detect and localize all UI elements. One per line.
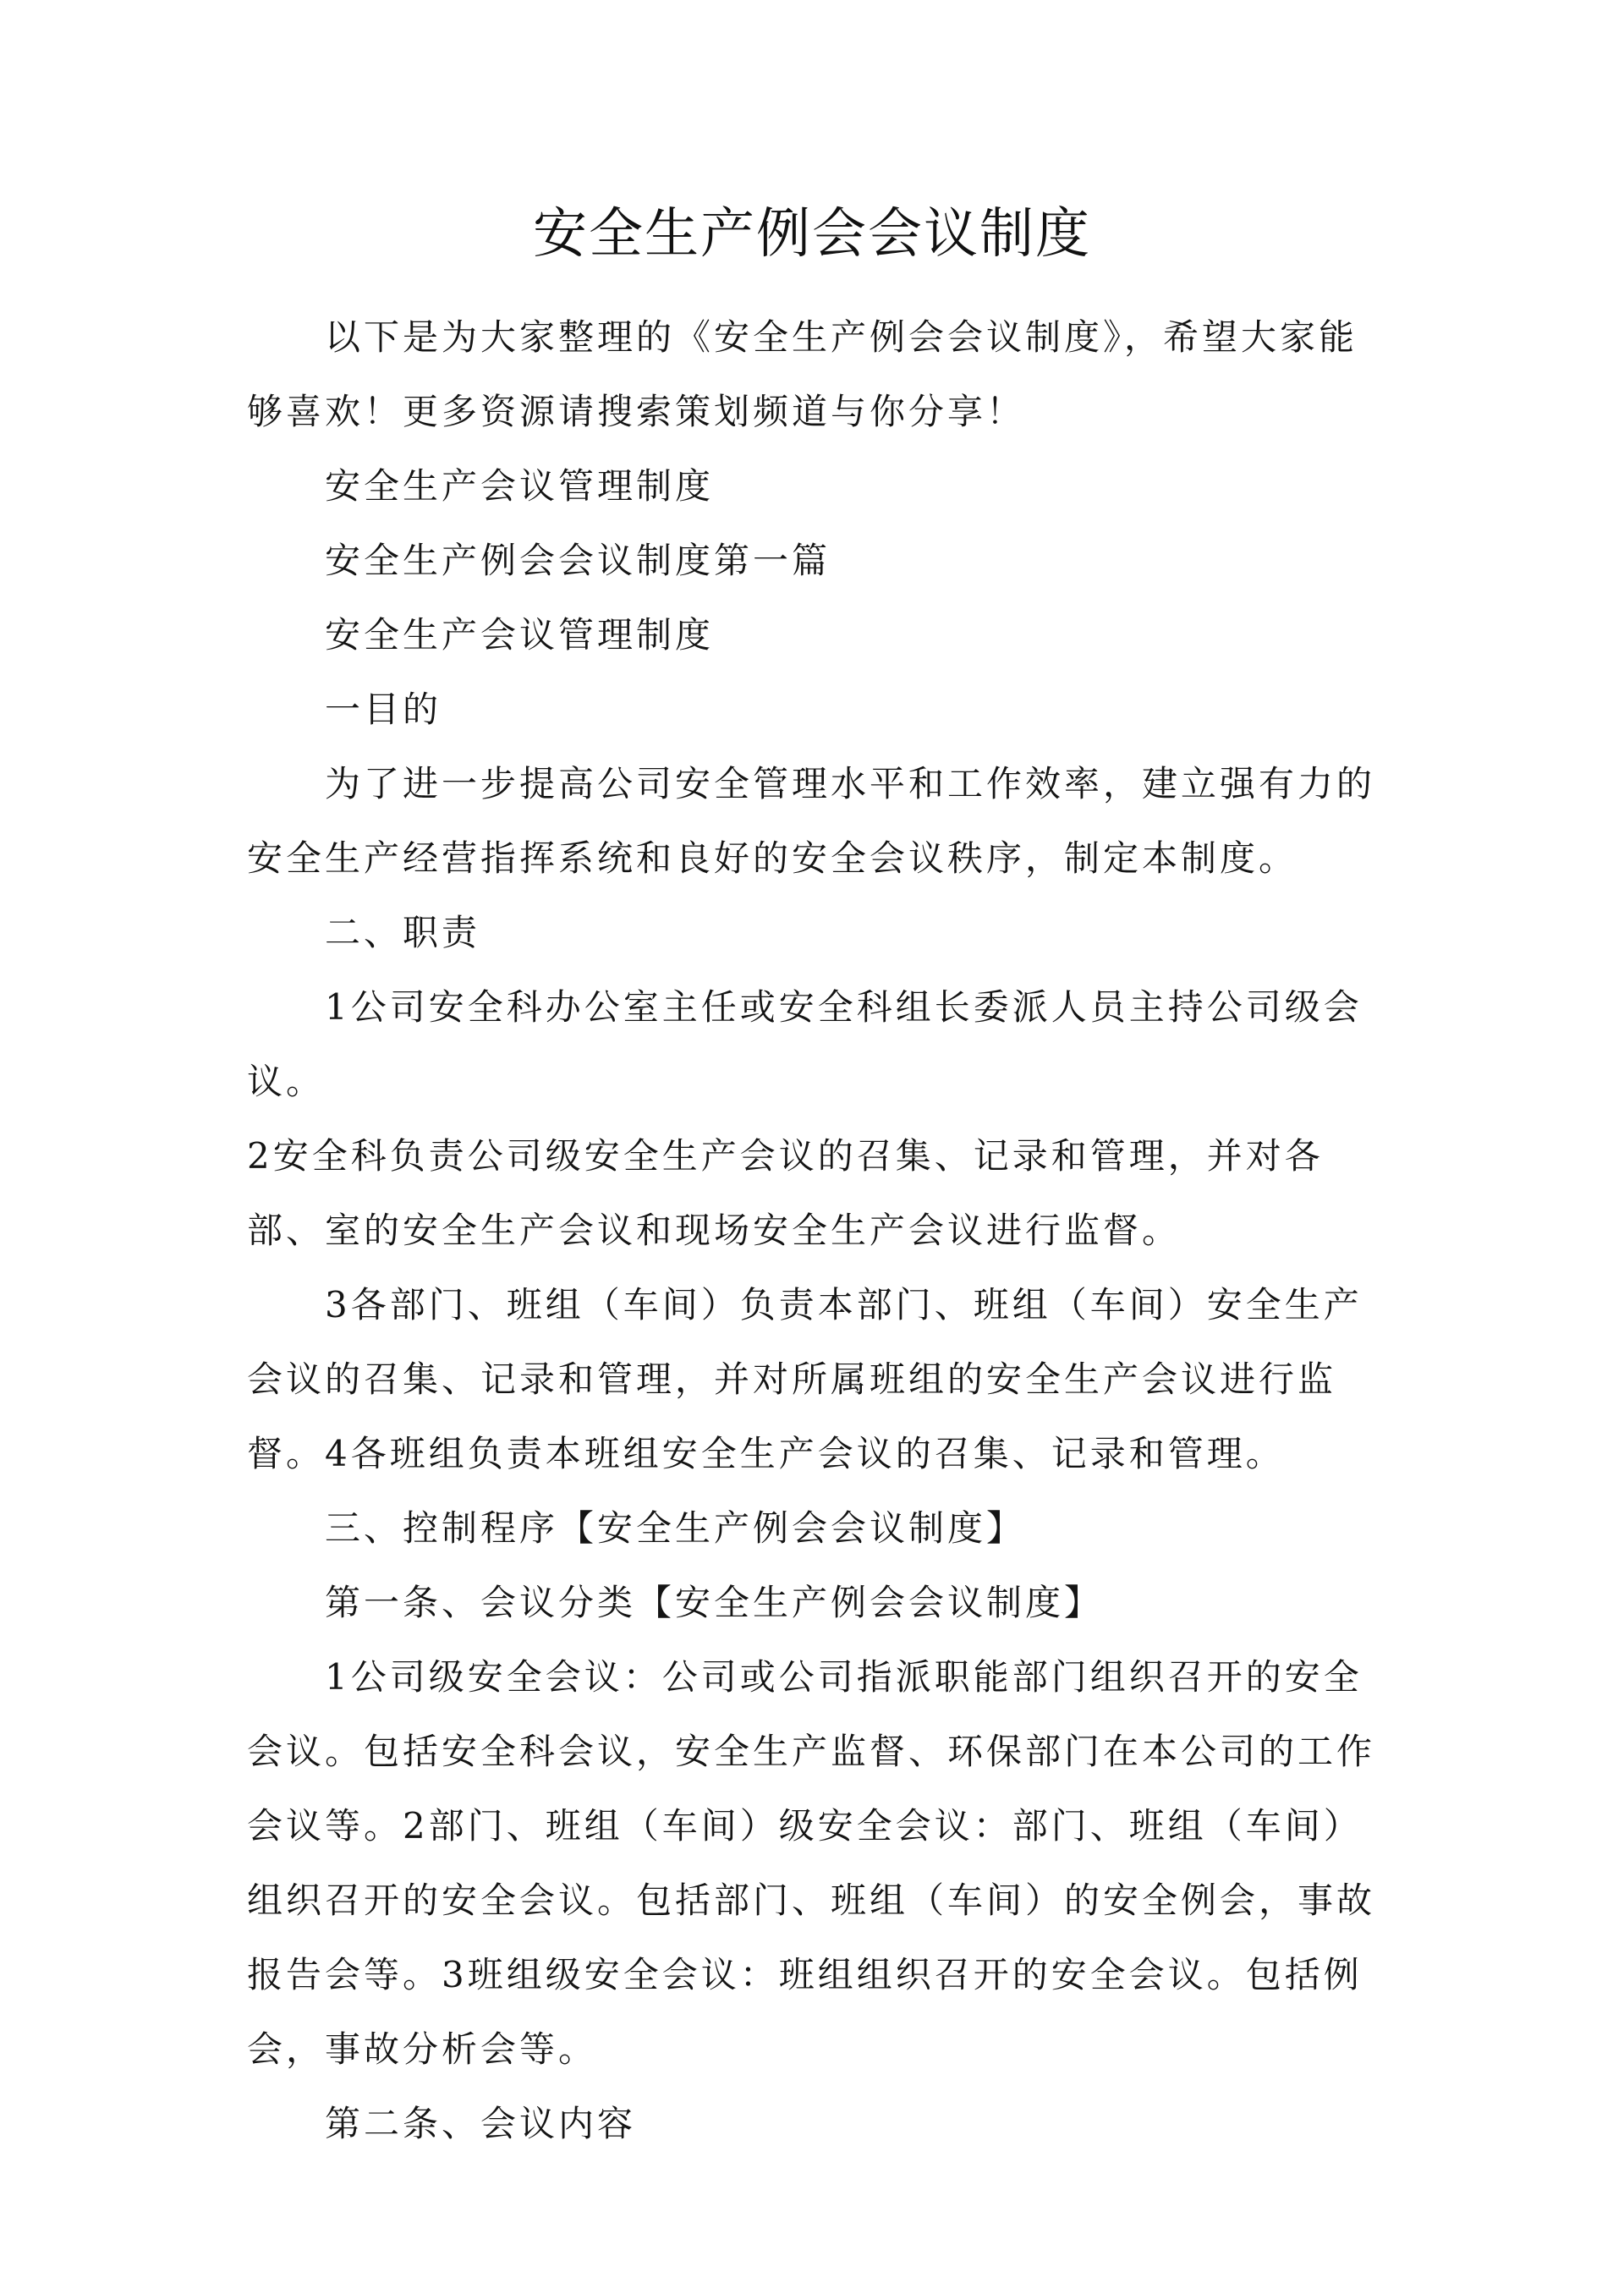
heading-meeting-management-repeat: 安全生产会议管理制度	[325, 614, 715, 656]
article-two-heading: 第二条、会议内容	[325, 2103, 637, 2144]
section-control-heading: 三、控制程序【安全生产例会会议制度】	[325, 1507, 1026, 1549]
heading-part-one: 安全生产例会会议制度第一篇	[325, 540, 831, 581]
document-title: 安全生产例会会议制度	[533, 203, 1091, 266]
duty-item-2: 2安全科负责公司级安全生产会议的召集、记录和管理，并对各部、室的安全生产会议和现场安全生产会议进行监督。	[247, 1135, 1324, 1251]
section-duties-heading: 二、职责	[325, 912, 481, 953]
article-one-heading: 第一条、会议分类【安全生产例会会议制度】	[325, 1582, 1104, 1623]
document-body	[247, 300, 1389, 2161]
duty-item-3-4: 3各部门、班组（车间）负责本部门、班组（车间）安全生产会议的召集、记录和管理，并对所属班组的安全生产会议进行监督。4各班组负责本班组安全生产会议的召集、记录和管理。	[247, 1284, 1363, 1474]
section-purpose-heading: 一目的	[325, 689, 442, 730]
duty-item-1: 1公司安全科办公室主任或安全科组长委派人员主持公司级会议。	[247, 986, 1363, 1102]
heading-meeting-management: 安全生产会议管理制度	[325, 465, 715, 507]
meeting-categories-paragraph: 1公司级安全会议：公司或公司指派职能部门组织召开的安全会议。包括安全科会议，安全生产监督、环保部门在本公司的工作会议等。2部门、班组（车间）级安全会议：部门、班组（车间）组织召开的安全会议。包括部门、班组（车间）的安全例会，事故报告会等。3班组级安全会议：班组组织召开的安全会议。包括例会，事故分析会等。	[247, 1656, 1376, 2070]
purpose-paragraph: 为了进一步提高公司安全管理水平和工作效率，建立强有力的安全生产经营指挥系统和良好的安全会议秩序，制定本制度。	[247, 763, 1376, 879]
intro-paragraph: 以下是为大家整理的《安全生产例会会议制度》，希望大家能够喜欢！更多资源请搜索策划频道与你分享！	[247, 316, 1358, 432]
